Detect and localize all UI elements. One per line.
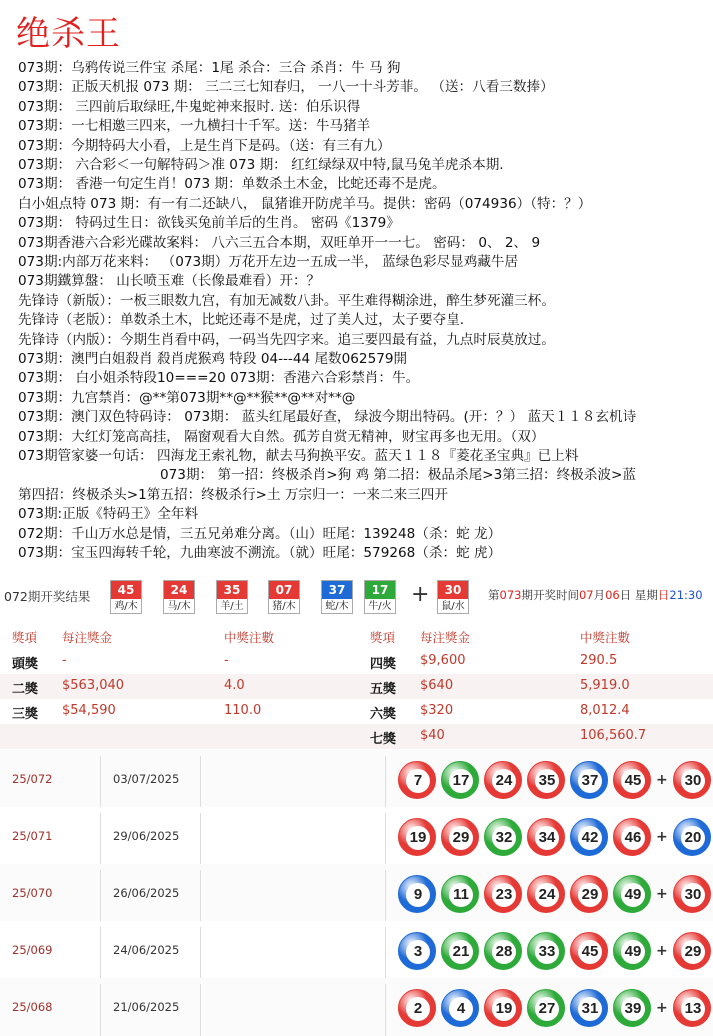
lottery-ball xyxy=(673,875,711,913)
result-ball xyxy=(163,580,195,614)
result-ball xyxy=(321,580,353,614)
lottery-ball xyxy=(613,761,651,799)
prize-cell: $9,600 xyxy=(420,653,466,668)
ball-zodiac: 蛇/木 xyxy=(325,601,349,612)
prediction-line: 先锋诗（新版）：一板三眼数九宫，有加无减数八卦。平生难得糊涂进，醉生梦死灌三杯。 xyxy=(18,292,555,309)
ball-number: 19 xyxy=(406,826,430,850)
prize-cell: 三獎 xyxy=(12,707,39,722)
lottery-ball xyxy=(613,932,651,970)
prize-cell: 五獎 xyxy=(370,682,397,697)
prediction-line: 073期：正版天机报 073 期： 三二三七知春归， 一八一十斗芳菲。 （送：八看三数捧） xyxy=(18,79,554,96)
plus-sign: + xyxy=(411,582,430,607)
lottery-ball xyxy=(441,818,479,856)
ball-number: 46 xyxy=(621,826,645,850)
lottery-ball xyxy=(613,875,651,913)
ball-number: 23 xyxy=(492,883,516,907)
prediction-line: 073期：大红灯笼高高挂， 隔窗观看大自然。孤芳自赏无精神，财宝再多也无用。（双） xyxy=(18,428,545,445)
history-period: 25/068 xyxy=(12,1000,53,1014)
lottery-ball xyxy=(673,818,711,856)
lottery-ball xyxy=(484,761,522,799)
lottery-ball xyxy=(398,761,436,799)
history-date: 21/06/2025 xyxy=(113,1000,180,1014)
prediction-line: 073期:内部万花来料： （073期）万花开左边一五成一半， 蓝绿色彩尽显鸡藏牛居 xyxy=(18,254,519,270)
prize-header-cell: 每注獎金 xyxy=(62,630,113,645)
prediction-line: 073期： 三四前后取绿旺,牛鬼蛇神来报时. 送：伯乐识得 xyxy=(18,98,361,115)
ball-number: 31 xyxy=(578,997,602,1021)
prize-cell: $54,590 xyxy=(62,703,116,718)
ball-zodiac: 鸡/木 xyxy=(114,601,138,612)
lottery-ball xyxy=(527,989,565,1027)
ball-number: 30 xyxy=(438,581,468,599)
result-label: 072期开奖结果 xyxy=(4,589,91,604)
next-draw-time: 第073期开奖时间07月06日 星期日21:30 xyxy=(488,588,703,602)
ball-number: 35 xyxy=(217,581,247,599)
ball-number: 28 xyxy=(492,940,516,964)
page-title: 绝杀王 xyxy=(16,14,121,54)
prize-cell: $563,040 xyxy=(62,678,125,693)
prediction-line: 073期：一七相邀三四来，一九横扫十千军。送：牛马猪羊 xyxy=(18,118,371,135)
ball-number: 49 xyxy=(621,940,645,964)
lottery-ball xyxy=(527,932,565,970)
prize-cell: 四獎 xyxy=(370,657,397,672)
prize-header-cell: 每注獎金 xyxy=(420,630,471,645)
ball-number: 13 xyxy=(681,997,705,1021)
ball-number: 33 xyxy=(535,940,559,964)
lottery-ball xyxy=(570,932,608,970)
ball-number: 42 xyxy=(578,826,602,850)
lottery-ball xyxy=(484,989,522,1027)
ball-number: 9 xyxy=(406,883,430,907)
lottery-ball xyxy=(398,932,436,970)
history-period: 25/071 xyxy=(12,829,53,843)
lottery-ball xyxy=(398,875,436,913)
lottery-ball xyxy=(570,989,608,1027)
history-date: 24/06/2025 xyxy=(113,943,180,957)
history-date: 29/06/2025 xyxy=(113,829,180,843)
ball-number: 29 xyxy=(449,826,473,850)
lottery-ball xyxy=(441,761,479,799)
history-period: 25/070 xyxy=(12,886,53,900)
plus-sign: + xyxy=(656,886,668,902)
prize-cell: 8,012.4 xyxy=(580,703,630,718)
lottery-ball xyxy=(613,818,651,856)
prize-row xyxy=(0,674,713,699)
prediction-line: 073期：澳门双色特码诗： 073期： 蓝头红尾最好查， 绿波今期出特码。(开：？） 蓝天１１８玄机诗 xyxy=(18,409,637,426)
prediction-line: 073期：澳門白姐殺肖 殺肖虎猴鸡 特段 04---44 尾数062579開 xyxy=(18,351,408,367)
ball-number: 45 xyxy=(621,769,645,793)
prize-cell: 4.0 xyxy=(224,678,245,693)
ball-number: 32 xyxy=(492,826,516,850)
ball-number: 7 xyxy=(406,769,430,793)
prize-cell: $40 xyxy=(420,728,445,743)
prediction-line: 073期：宝玉四海转千轮，九曲寒波不溯流。（就）旺尾：579268（杀：蛇 虎） xyxy=(18,545,502,561)
lottery-ball xyxy=(398,989,436,1027)
ball-zodiac: 鼠/水 xyxy=(441,601,465,612)
result-ball xyxy=(110,580,142,614)
history-row xyxy=(0,864,713,928)
ball-number: 2 xyxy=(406,997,430,1021)
prize-header xyxy=(0,624,713,649)
prize-cell: 二獎 xyxy=(12,682,39,697)
prediction-line: 073期： 六合彩＜一句解特码＞准 073 期： 红红绿绿双中特,鼠马兔羊虎杀本期. xyxy=(18,157,504,173)
lottery-ball xyxy=(613,989,651,1027)
ball-number: 39 xyxy=(621,997,645,1021)
result-ball xyxy=(437,580,469,614)
plus-sign: + xyxy=(656,1000,668,1016)
prediction-line: 073期:正版《特码王》全年料 xyxy=(18,506,199,523)
ball-number: 45 xyxy=(111,581,141,599)
ball-number: 24 xyxy=(492,769,516,793)
ball-number: 49 xyxy=(621,883,645,907)
ball-zodiac: 猪/木 xyxy=(272,601,296,612)
lottery-ball xyxy=(484,875,522,913)
ball-number: 37 xyxy=(578,769,602,793)
prediction-line: 073期管家婆一句话： 四海龙王索礼物，献去马狗换平安。蓝天１１８『菱花圣宝典』已上料 xyxy=(18,448,579,464)
lottery-ball xyxy=(441,989,479,1027)
prize-cell: $640 xyxy=(420,678,454,693)
prize-cell: 290.5 xyxy=(580,653,618,668)
ball-number: 37 xyxy=(322,581,352,599)
ball-number: 35 xyxy=(535,769,559,793)
prediction-line: 073期香港六合彩光碟故案料： 八六三五合本期，双旺单开一一七。 密码： 0、 2、 9 xyxy=(18,234,541,251)
lottery-ball xyxy=(570,761,608,799)
result-ball xyxy=(268,580,300,614)
prediction-line: 白小姐点特 073 期：有一有二还缺八， 鼠猪谁开防虎羊马。提供：密码（074936）（特：？） xyxy=(18,195,592,212)
lottery-ball xyxy=(484,818,522,856)
history-row xyxy=(0,807,713,871)
ball-number: 30 xyxy=(681,883,705,907)
lottery-ball xyxy=(673,932,711,970)
ball-number: 29 xyxy=(578,883,602,907)
history-row xyxy=(0,978,713,1036)
lottery-ball xyxy=(527,818,565,856)
history-date: 26/06/2025 xyxy=(113,886,180,900)
prize-cell: $320 xyxy=(420,703,454,718)
history-period: 25/072 xyxy=(12,772,53,786)
result-ball xyxy=(216,580,248,614)
plus-sign: + xyxy=(656,943,668,959)
prediction-line: 073期： 第一招：终极杀肖>狗 鸡 第二招：极品杀尾>3第三招：终极杀波>蓝 xyxy=(160,467,636,484)
prediction-line: 073期：今期特码大小看，上是生肖下是码。（送：有三有九） xyxy=(18,137,391,154)
prediction-line: 073期： 白小姐杀特段10===20 073期：香港六合彩禁肖：牛。 xyxy=(18,370,420,387)
prize-row xyxy=(0,649,713,674)
ball-number: 21 xyxy=(449,940,473,964)
prediction-line: 073期：乌鸦传说三件宝 杀尾：1尾 杀合：三合 杀肖：牛 马 狗 xyxy=(18,60,401,76)
prize-cell: 5,919.0 xyxy=(580,678,630,693)
ball-number: 17 xyxy=(365,581,395,599)
ball-number: 07 xyxy=(269,581,299,599)
prediction-line: 第四招：终极杀头>1第五招：终极杀行>土 万宗归一：一来二来三四开 xyxy=(18,486,448,503)
ball-number: 45 xyxy=(578,940,602,964)
lottery-ball xyxy=(398,818,436,856)
ball-number: 17 xyxy=(449,769,473,793)
prize-cell: 106,560.7 xyxy=(580,728,647,743)
history-row xyxy=(0,921,713,985)
ball-number: 30 xyxy=(681,769,705,793)
prediction-line: 先锋诗（老版）：单数杀土木，比蛇还毒不是虎，过了美人过，太子要夺皇. xyxy=(18,312,465,329)
ball-number: 4 xyxy=(449,997,473,1021)
ball-zodiac: 牛/火 xyxy=(368,601,392,612)
lottery-ball xyxy=(441,875,479,913)
prediction-line: 073期：九宫禁肖：@**第073期**@**猴**@**对**@ xyxy=(18,389,356,406)
ball-number: 19 xyxy=(492,997,516,1021)
history-row xyxy=(0,750,713,814)
ball-number: 34 xyxy=(535,826,559,850)
prize-cell: 110.0 xyxy=(224,703,262,718)
ball-number: 27 xyxy=(535,997,559,1021)
ball-zodiac: 马/木 xyxy=(167,601,191,612)
prize-cell: 六獎 xyxy=(370,707,397,722)
lottery-ball xyxy=(441,932,479,970)
lottery-ball xyxy=(484,932,522,970)
prediction-line: 073期： 香港一句定生肖！073 期：单数杀土木金，比蛇还毒不是虎。 xyxy=(18,176,446,193)
lottery-ball xyxy=(570,875,608,913)
lottery-ball xyxy=(527,761,565,799)
prize-header-cell: 中獎注數 xyxy=(224,630,275,645)
lottery-ball xyxy=(570,818,608,856)
ball-number: 24 xyxy=(164,581,194,599)
prize-row xyxy=(0,699,713,724)
prize-header-cell: 中獎注數 xyxy=(580,630,631,645)
result-bar xyxy=(0,578,713,616)
prize-header-cell: 獎項 xyxy=(12,630,38,645)
prize-row xyxy=(0,724,713,749)
prediction-line: 073期鐵算盤： 山长喷玉难（长像最难看）开：？ xyxy=(18,273,321,290)
prediction-line: 072期：千山万水总是情，三五兄弟难分离。（山）旺尾：139248（杀：蛇 龙） xyxy=(18,525,502,542)
plus-sign: + xyxy=(656,772,668,788)
plus-sign: + xyxy=(656,829,668,845)
prediction-line: 073期： 特码过生日：欲钱买兔前羊后的生肖。 密码《1379》 xyxy=(18,215,400,232)
prize-cell: - xyxy=(62,653,67,668)
lottery-ball xyxy=(673,989,711,1027)
prize-cell: - xyxy=(224,653,229,668)
result-ball xyxy=(364,580,396,614)
prize-table xyxy=(0,624,713,750)
history-period: 25/069 xyxy=(12,943,53,957)
prize-cell: 七獎 xyxy=(370,732,397,747)
ball-number: 29 xyxy=(681,940,705,964)
ball-number: 3 xyxy=(406,940,430,964)
ball-number: 24 xyxy=(535,883,559,907)
history-date: 03/07/2025 xyxy=(113,772,180,786)
ball-number: 20 xyxy=(681,826,705,850)
lottery-ball xyxy=(673,761,711,799)
prediction-line: 先锋诗（内版）：今期生肖看中码，一码当先四字来。追三要四最有益，九点时辰莫放过。 xyxy=(18,331,555,348)
prize-header-cell: 獎項 xyxy=(370,630,396,645)
ball-zodiac: 羊/土 xyxy=(220,601,244,612)
ball-number: 11 xyxy=(449,883,473,907)
prize-cell: 頭獎 xyxy=(12,657,39,672)
lottery-ball xyxy=(527,875,565,913)
